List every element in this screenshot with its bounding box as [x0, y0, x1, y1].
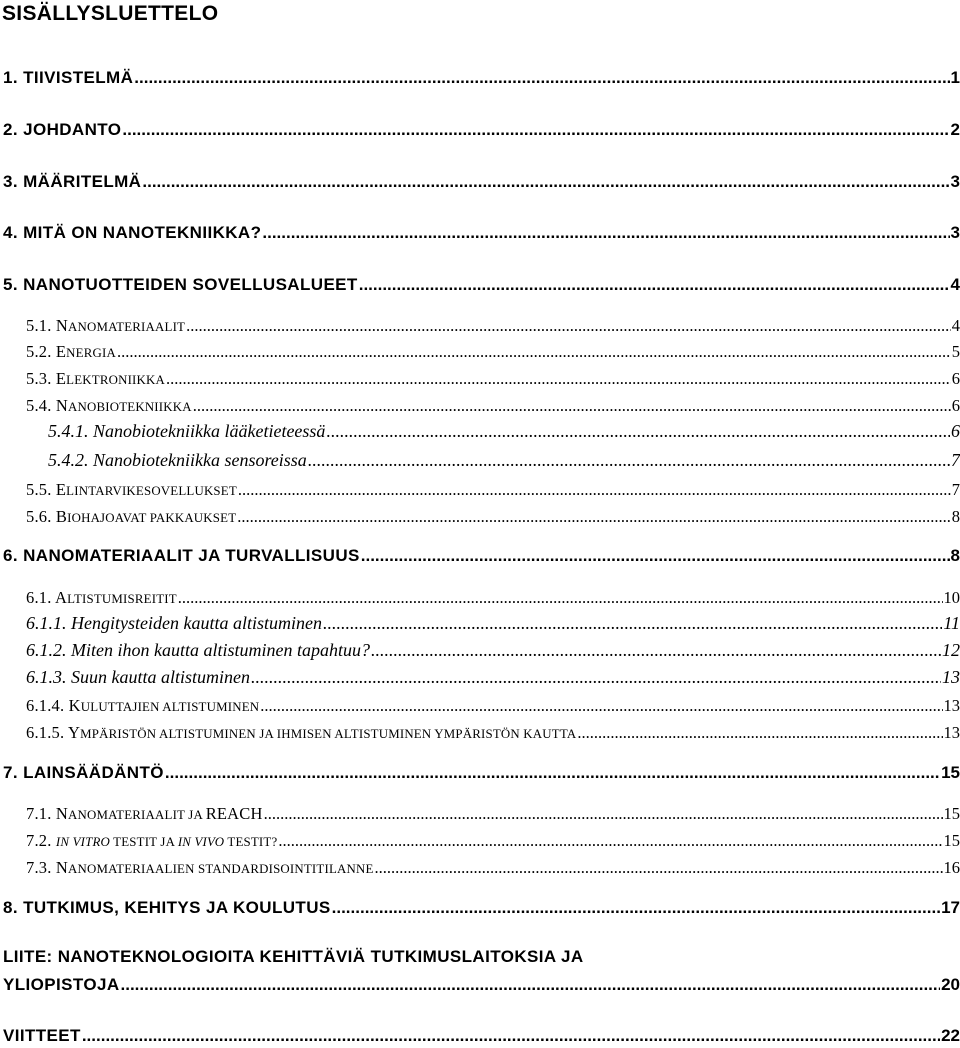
toc-entry-elektroniikka[interactable]: 5.3. ELEKTRONIIKKA ..... 6 [26, 369, 960, 389]
toc-entry-page: 11 [943, 613, 960, 633]
toc-entry-viitteet[interactable] [3, 1026, 960, 1046]
toc-entry-label: 5. NANOTUOTTEIDEN SOVELLUSALUEET [3, 275, 358, 294]
toc-entry-mita-on-nanotekniikka[interactable] [3, 223, 960, 243]
toc-entry-number: 5.2. [26, 342, 52, 361]
toc-entry-label: 4. MITÄ ON NANOTEKNIIKKA? [3, 223, 262, 242]
toc-entry-nanomateriaalit-ja-turvallisuus[interactable] [3, 546, 960, 566]
toc-entry-page: 6 [951, 369, 960, 388]
toc-entry-energia[interactable]: 5.2. ENERGIA ..... 5 [26, 342, 960, 362]
toc-entry-number: 7.3. [26, 858, 52, 877]
toc-entry-label: 3. MÄÄRITELMÄ [3, 172, 142, 191]
toc-entry-page: 22 [941, 1026, 960, 1045]
toc-entry-nanotuotteiden-sovellusalueet[interactable] [3, 275, 960, 295]
toc-entry-label: YLIOPISTOJA [3, 975, 120, 994]
toc-entry-label: VIITTEET [3, 1026, 81, 1045]
toc-entry-label: 6.1.2. Miten ihon kautta altistuminen tapahtuu? [26, 640, 370, 660]
toc-entry-page: 6 [951, 421, 960, 441]
toc-entry-nanomateriaalit[interactable]: 5.1. NANOMATERIAALIT ..... 4 [26, 316, 960, 336]
toc-entry-page: 1 [950, 68, 960, 87]
toc-entry-page: 13 [942, 667, 960, 687]
toc-entry-hengitysteiden-kautta-altistuminen[interactable] [26, 613, 960, 634]
toc-entry-label: 6. NANOMATERIAALIT JA TURVALLISUUS [3, 546, 360, 565]
toc-entry-nanobiotekniikka-laaketieteessa[interactable] [48, 421, 960, 442]
toc-entry-number: 5.1. [26, 316, 52, 335]
toc-entry-in-vitro-ja-in-vivo-testit[interactable]: 7.2. IN VITRO TESTIT JA IN VIVO TESTIT? ..... 15 [26, 831, 960, 851]
toc-entry-nanobiotekniikka-sensoreissa[interactable] [48, 450, 960, 471]
toc-entry-number: 5.4. [26, 396, 52, 415]
toc-entry-page: 13 [943, 696, 960, 715]
toc-entry-suun-kautta-altistuminen[interactable] [26, 667, 960, 688]
toc-entry-nanobiotekniikka[interactable]: 5.4. NANOBIOTEKNIIKKA ..... 6 [26, 396, 960, 416]
toc-entry-label: 2. JOHDANTO [3, 120, 122, 139]
toc-entry-lainsaadanto[interactable] [3, 763, 960, 783]
toc-entry-page: 15 [943, 804, 960, 823]
toc-entry-liite-line1[interactable]: LIITE: NANOTEKNOLOGIOITA KEHITTÄVIÄ TUTKIMUSLAITOKSIA JA [3, 947, 584, 966]
toc-entry-label: 6.1.3. Suun kautta altistuminen [26, 667, 250, 687]
toc-entry-page: 12 [942, 640, 960, 660]
toc-entry-page: 3 [950, 172, 960, 191]
toc-entry-label: 6.1.1. Hengitysteiden kautta altistuminen [26, 613, 322, 633]
toc-entry-label: 1. TIIVISTELMÄ [3, 68, 134, 87]
toc-entry-page: 10 [943, 588, 960, 607]
toc-entry-altistumisreitit[interactable]: 6.1. ALTISTUMISREITIT ..... 10 [26, 588, 960, 608]
toc-entry-label: 5.4.2. Nanobiotekniikka sensoreissa [48, 450, 307, 470]
toc-entry-page: 13 [943, 723, 960, 742]
toc-entry-johdanto[interactable] [3, 120, 960, 140]
toc-entry-number: 5.3. [26, 369, 52, 388]
toc-entry-biohajoavat-pakkaukset[interactable]: 5.6. BIOHAJOAVAT PAKKAUKSET ..... 8 [26, 507, 960, 527]
toc-entry-ympariston-altistuminen[interactable]: 6.1.5. YMPÄRISTÖN ALTISTUMINEN JA IHMISEN ALTISTUMINEN YMPÄRISTÖN KAUTTA ..... 13 [26, 723, 960, 743]
toc-entry-page: 15 [943, 831, 960, 850]
toc-entry-page: 4 [950, 275, 960, 294]
toc-entry-page: 20 [941, 975, 960, 994]
toc-entry-label: 8. TUTKIMUS, KEHITYS JA KOULUTUS [3, 898, 331, 917]
toc-entry-miten-ihon-kautta-altistuminen-tapahtuu[interactable] [26, 640, 960, 661]
toc-entry-number: 5.6. [26, 507, 52, 526]
toc-entry-number: 7.1. [26, 804, 52, 823]
toc-entry-label: 5.4.1. Nanobiotekniikka lääketieteessä [48, 421, 326, 441]
toc-entry-elintarvikesovellukset[interactable]: 5.5. ELINTARVIKESOVELLUKSET ..... 7 [26, 480, 960, 500]
toc-entry-page: 4 [951, 316, 960, 335]
toc-entry-page: 2 [950, 120, 960, 139]
toc-entry-tiivistelma[interactable] [3, 68, 960, 88]
toc-entry-page: 6 [951, 396, 960, 415]
toc-entry-number: 6.1.5. [26, 723, 65, 742]
toc-entry-page: 3 [950, 223, 960, 242]
toc-entry-number: 6.1. [26, 588, 52, 607]
toc-entry-nanomateriaalit-ja-reach[interactable]: 7.1. NANOMATERIAALIT JA REACH ..... 15 [26, 804, 960, 824]
toc-entry-tutkimus-kehitys-ja-koulutus[interactable] [3, 898, 960, 918]
toc-entry-page: 5 [951, 342, 960, 361]
toc-entry-maaritelma[interactable] [3, 172, 960, 192]
toc-entry-number: 7.2. [26, 831, 52, 850]
toc-entry-liite[interactable] [3, 975, 960, 995]
toc-entry-page: 8 [950, 546, 960, 565]
toc-entry-page: 16 [943, 858, 960, 877]
toc-entry-page: 15 [941, 763, 960, 782]
toc-title: SISÄLLYSLUETTELO [2, 2, 219, 25]
toc-entry-label: 7. LAINSÄÄDÄNTÖ [3, 763, 164, 782]
toc-entry-number: 5.5. [26, 480, 52, 499]
toc-entry-page: 8 [951, 507, 960, 526]
toc-entry-nanomateriaalien-standardisointitilanne[interactable]: 7.3. NANOMATERIAALIEN STANDARDISOINTITILANNE ..... 16 [26, 858, 960, 878]
toc-entry-kuluttajien-altistuminen[interactable]: 6.1.4. KULUTTAJIEN ALTISTUMINEN ..... 13 [26, 696, 960, 716]
toc-entry-page: 17 [941, 898, 960, 917]
toc-entry-page: 7 [951, 450, 960, 470]
toc-entry-page: 7 [951, 480, 960, 499]
toc-entry-number: 6.1.4. [26, 696, 65, 715]
